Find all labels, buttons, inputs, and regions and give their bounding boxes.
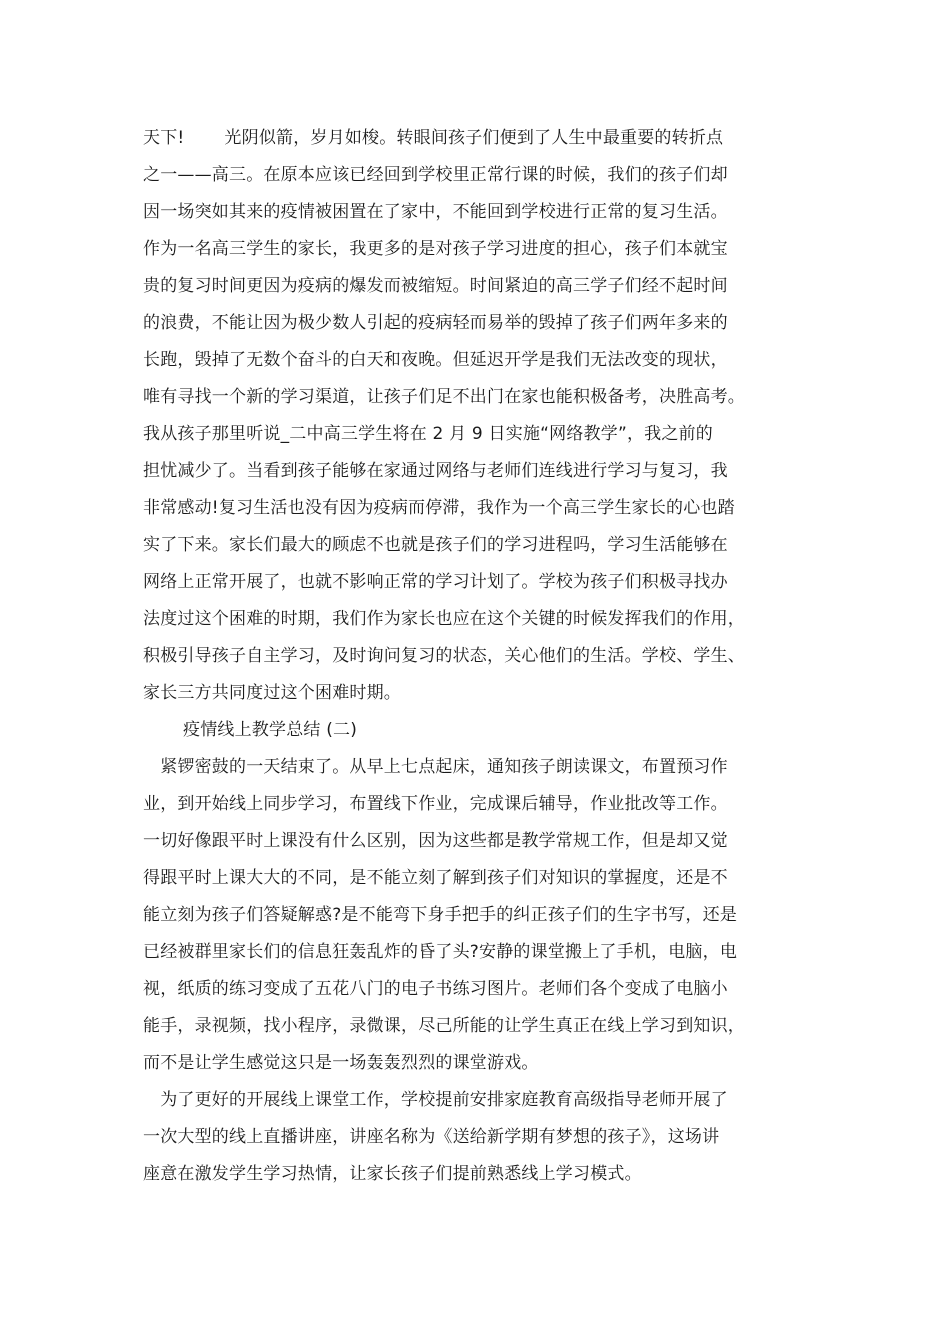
text-line: 一切好像跟平时上课没有什么区别，因为这些都是教学常规工作，但是却又觉 xyxy=(143,831,728,851)
text-line: 业，到开始线上同步学习，布置线下作业，完成课后辅导，作业批改等工作。 xyxy=(143,794,728,814)
text-line: 得跟平时上课大大的不同，是不能立刻了解到孩子们对知识的掌握度，还是不 xyxy=(143,868,728,888)
text-line: 贵的复习时间更因为疫病的爆发而被缩短。时间紧迫的高三学子们经不起时间 xyxy=(143,276,728,296)
text-line: 实了下来。家长们最大的顾虑不也就是孩子们的学习进程吗，学习生活能够在 xyxy=(143,535,728,555)
text-line: 积极引导孩子自主学习，及时询问复习的状态，关心他们的生活。学校、学生、 xyxy=(143,646,745,666)
text-line: 已经被群里家长们的信息狂轰乱炸的昏了头?安静的课堂搬上了手机，电脑，电 xyxy=(143,942,738,962)
text-line: 能手，录视频，找小程序，录微课，尽己所能的让学生真正在线上学习到知识， xyxy=(143,1016,745,1036)
text-line: 我从孩子那里听说_二中高三学生将在 2 月 9 日实施“网络教学”，我之前的 xyxy=(143,424,713,444)
text-line: 因一场突如其来的疫情被困置在了家中，不能回到学校进行正常的复习生活。 xyxy=(143,202,728,222)
text-line: 天下! 光阴似箭，岁月如梭。转眼间孩子们便到了人生中最重要的转折点 xyxy=(143,128,724,148)
text-line: 法度过这个困难的时期，我们作为家长也应在这个关键的时候发挥我们的作用， xyxy=(143,609,745,629)
text-line: 紧锣密鼓的一天结束了。从早上七点起床，通知孩子朗读课文，布置预习作 xyxy=(143,757,728,777)
text-line: 座意在激发学生学习热情，让家长孩子们提前熟悉线上学习模式。 xyxy=(143,1164,642,1184)
text-line: 家长三方共同度过这个困难时期。 xyxy=(143,683,401,703)
text-line: 网络上正常开展了，也就不影响正常的学习计划了。学校为孩子们积极寻找办 xyxy=(143,572,728,592)
text-line: 长跑，毁掉了无数个奋斗的白天和夜晚。但延迟开学是我们无法改变的现状， xyxy=(143,350,728,370)
text-line: 视，纸质的练习变成了五花八门的电子书练习图片。老师们各个变成了电脑小 xyxy=(143,979,728,999)
text-line: 担忧减少了。当看到孩子能够在家通过网络与老师们连线进行学习与复习，我 xyxy=(143,461,728,481)
section-heading: 疫情线上教学总结 (二) xyxy=(143,720,358,740)
text-line: 而不是让学生感觉这只是一场轰轰烈烈的课堂游戏。 xyxy=(143,1053,539,1073)
text-line: 的浪费，不能让因为极少数人引起的疫病轻而易举的毁掉了孩子们两年多来的 xyxy=(143,313,728,333)
text-line: 一次大型的线上直播讲座，讲座名称为《送给新学期有梦想的孩子》，这场讲 xyxy=(143,1127,720,1147)
text-line: 唯有寻找一个新的学习渠道，让孩子们足不出门在家也能积极备考，决胜高考。 xyxy=(143,387,745,407)
text-line: 作为一名高三学生的家长，我更多的是对孩子学习进度的担心，孩子们本就宝 xyxy=(143,239,728,259)
text-line: 之一——高三。在原本应该已经回到学校里正常行课的时候，我们的孩子们却 xyxy=(143,165,728,185)
text-line: 为了更好的开展线上课堂工作，学校提前安排家庭教育高级指导老师开展了 xyxy=(143,1090,728,1110)
text-line: 能立刻为孩子们答疑解惑?是不能弯下身手把手的纠正孩子们的生字书写，还是 xyxy=(143,905,738,925)
text-line: 非常感动!复习生活也没有因为疫病而停滞，我作为一个高三学生家长的心也踏 xyxy=(143,498,735,518)
